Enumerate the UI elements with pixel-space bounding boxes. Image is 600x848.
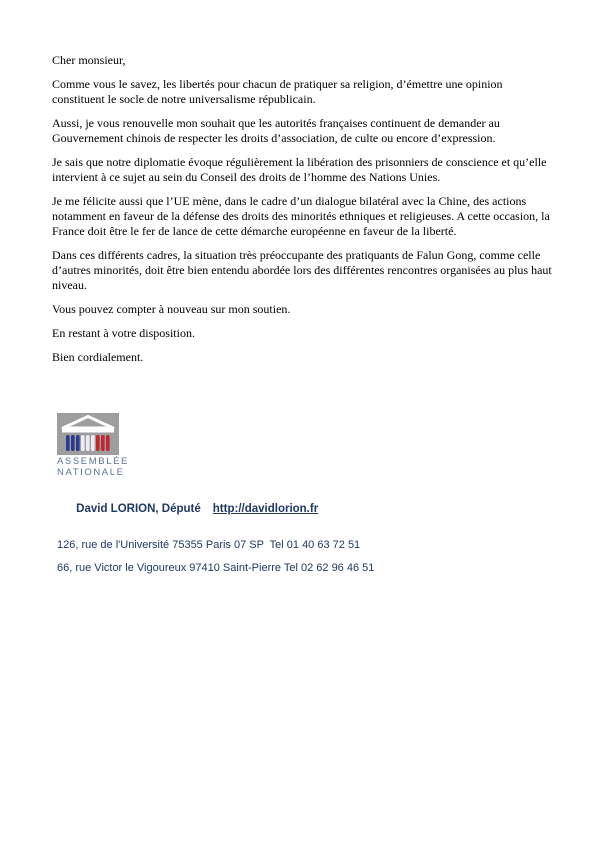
signatory-name: David LORION, Député	[76, 503, 201, 515]
paragraph-4: Je me félicite aussi que l’UE mène, dans le cadre d’un dialogue bilatéral avec la Chine, des actions notamment en faveur de la défense des droits des minorités ethniques et religieuses. A cette occasion, la France doit être le fer de lance de cette démarche européenne en faveur de la liberté.	[52, 194, 553, 238]
paragraph-2: Aussi, je vous renouvelle mon souhait que les autorités françaises continuent de demander au Gouvernement chinois de respecter les droits d’association, de culte ou encore d’expression.	[52, 116, 503, 145]
assemblee-nationale-temple-icon	[57, 413, 119, 455]
address-saint-pierre: 66, rue Victor le Vigoureux 97410 Saint-Pierre Tel 02 62 96 46 51	[57, 562, 375, 574]
closing-line-1: Vous pouvez compter à nouveau sur mon soutien.	[52, 302, 291, 316]
letter-body	[52, 53, 554, 365]
website-link[interactable]: http://davidlorion.fr	[212, 503, 319, 515]
signatory-name-line	[57, 490, 554, 529]
logo-text-line2: NATIONALE	[57, 466, 125, 478]
paragraph-5: Dans ces différents cadres, la situation très préoccupante des pratiquants de Falun Gong, comme celle d’autres minorités, doit être bien entendu abordée lors des différentes rencontres organisées au plus haut niveau.	[52, 248, 555, 292]
closing-line-2: En restant à votre disposition.	[52, 326, 195, 340]
logo-text-line1: ASSEMBLÉE	[57, 456, 129, 467]
signature-block	[57, 413, 554, 575]
paragraph-3: Je sais que notre diplomatie évoque régulièrement la libération des prisonniers de conscience et qu’elle intervient à ce sujet au sein du Conseil des droits de l’homme des Nations Unies.	[52, 155, 550, 184]
closing-line-3: Bien cordialement.	[52, 350, 144, 364]
salutation: Cher monsieur,	[52, 53, 126, 67]
paragraph-1: Comme vous le savez, les libertés pour chacun de pratiquer sa religion, d’émettre une opinion constituent le socle de notre universalisme républicain.	[52, 77, 506, 106]
assemblee-nationale-logo	[57, 413, 129, 478]
address-paris: 126, rue de l'Université 75355 Paris 07 SP Tel 01 40 63 72 51	[57, 539, 361, 551]
logo-text	[57, 456, 129, 478]
